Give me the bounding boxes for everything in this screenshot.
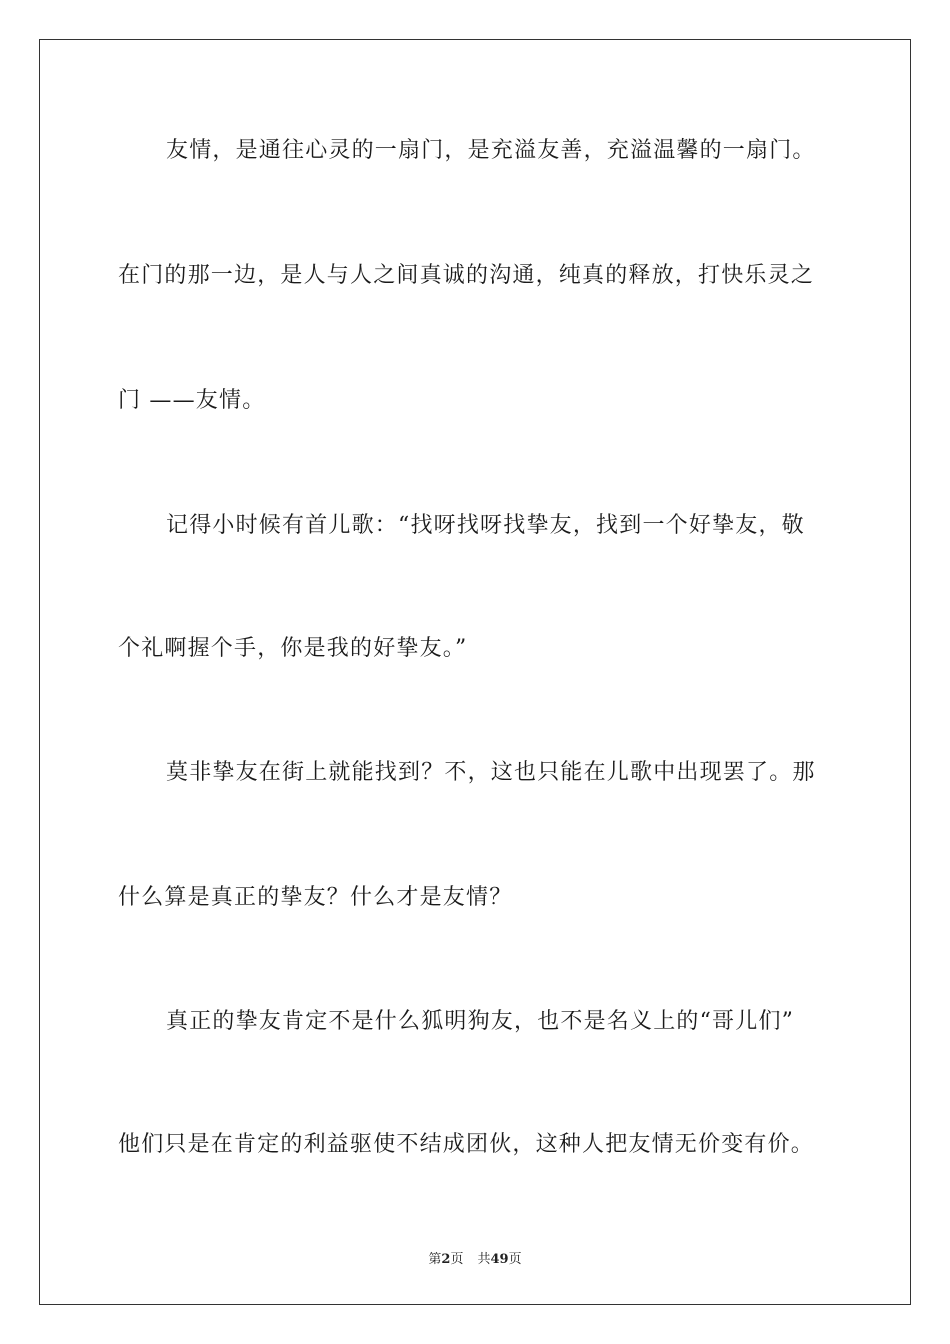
paragraph-line: 记得小时候有首儿歌：“找呀找呀找挚友，找到一个好挚友，敬 bbox=[166, 513, 805, 538]
page-prefix: 第 bbox=[428, 1252, 442, 1267]
page-total: 49 bbox=[490, 1252, 509, 1267]
paragraph-line: 莫非挚友在街上就能找到？不，这也只能在儿歌中出现罢了。那 bbox=[166, 760, 816, 785]
page-suffix: 页 bbox=[450, 1252, 464, 1267]
paragraph-line: 在门的那一边，是人与人之间真诚的沟通，纯真的释放，打快乐灵之 bbox=[118, 263, 815, 288]
paragraph-line: 门 ——友情。 bbox=[118, 388, 266, 413]
page-border bbox=[39, 39, 911, 1305]
paragraph-line: 什么算是真正的挚友？什么才是友情？ bbox=[118, 885, 513, 910]
total-prefix: 共 bbox=[477, 1252, 491, 1267]
page-current: 2 bbox=[441, 1252, 451, 1267]
paragraph-line: 个礼啊握个手，你是我的好挚友。” bbox=[118, 636, 468, 661]
paragraph-line: 真正的挚友肯定不是什么狐明狗友，也不是名义上的“哥儿们” bbox=[166, 1009, 795, 1034]
total-suffix: 页 bbox=[508, 1252, 522, 1267]
paragraph-line: 他们只是在肯定的利益驱使不结成团伙，这种人把友情无价变有价。 bbox=[118, 1132, 815, 1157]
page-footer bbox=[0, 1248, 950, 1267]
paragraph-line: 友情，是通往心灵的一扇门，是充溢友善，充溢温馨的一扇门。 bbox=[166, 138, 816, 163]
